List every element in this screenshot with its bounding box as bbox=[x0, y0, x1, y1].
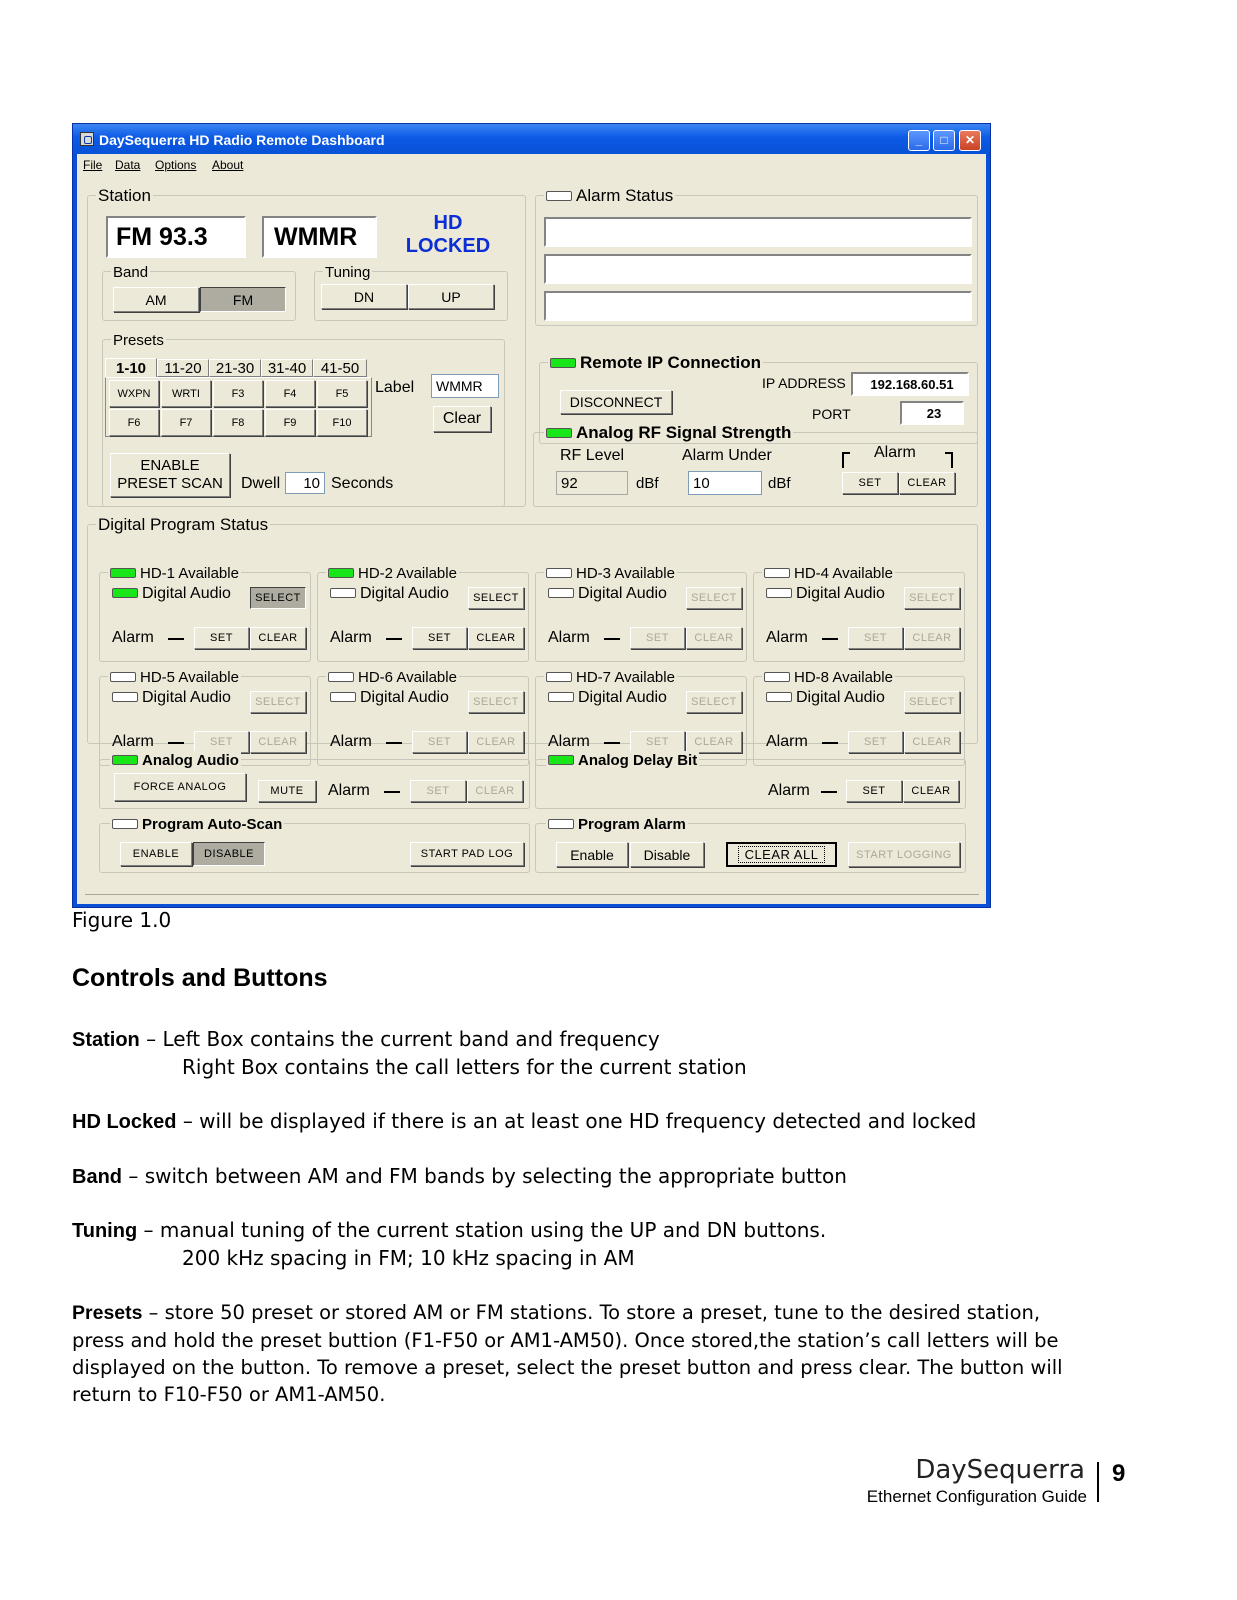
analog-audio-led bbox=[112, 755, 138, 765]
start-logging-button[interactable]: START LOGGING bbox=[848, 842, 960, 867]
hd-locked-term: HD Locked bbox=[72, 1111, 177, 1133]
preset-label-input[interactable]: WMMR bbox=[431, 374, 499, 398]
hd-program-cell bbox=[535, 565, 747, 662]
hd-alarm-clear-button[interactable]: CLEAR bbox=[686, 731, 742, 753]
digital-audio-led bbox=[112, 588, 138, 598]
alarm-under-input[interactable]: 10 bbox=[688, 471, 762, 495]
footer-brand: DaySequerra bbox=[915, 1455, 1085, 1485]
tab-41-50[interactable]: 41-50 bbox=[313, 359, 367, 377]
analog-delay-alarm-label: Alarm bbox=[768, 782, 810, 799]
auto-scan-enable-button[interactable]: ENABLE bbox=[120, 842, 192, 866]
ip-address-input[interactable]: 192.168.60.51 bbox=[851, 372, 969, 396]
presets-term: Presets bbox=[72, 1302, 143, 1324]
section-heading: Controls and Buttons bbox=[72, 964, 328, 992]
enable-preset-scan-line1: ENABLE bbox=[140, 457, 200, 474]
alarm-under-unit: dBf bbox=[768, 475, 791, 492]
hd-alarm-clear-button[interactable]: CLEAR bbox=[686, 627, 742, 649]
start-pad-log-button[interactable]: START PAD LOG bbox=[410, 842, 524, 866]
auto-scan-disable-button[interactable]: DISABLE bbox=[193, 842, 265, 866]
presets-description: Presets – store 50 preset or stored AM or FM stations. To store a preset, tune to the desired station, press and hold the preset buttion (F1-F50 or AM1-AM50). Once stored,the station’s call letters will be displayed on the button. To remove a preset, select the preset button and press clear. The button will return to F10-F50 or AM1-AM50. bbox=[72, 1301, 1063, 1406]
program-alarm-led bbox=[548, 819, 574, 829]
hd-alarm-label: Alarm bbox=[330, 629, 372, 646]
tune-up-button[interactable]: UP bbox=[408, 284, 494, 309]
hd-select-button[interactable]: SELECT bbox=[904, 691, 960, 713]
menu-data[interactable]: Data bbox=[115, 158, 141, 172]
frequency-display: FM 93.3 bbox=[106, 216, 246, 258]
hd-alarm-set-button[interactable]: SET bbox=[630, 627, 685, 649]
clear-all-button[interactable]: CLEAR ALL bbox=[726, 842, 837, 867]
locked-label: LOCKED bbox=[405, 235, 491, 257]
analog-delay-set-button[interactable]: SET bbox=[846, 780, 902, 802]
hd-select-button[interactable]: SELECT bbox=[250, 587, 306, 609]
app-icon bbox=[80, 132, 94, 146]
station-description: Station – Left Box contains the current band and frequency Right Box contains the call letters for the current station bbox=[72, 1027, 747, 1079]
hd-alarm-dash bbox=[822, 742, 838, 744]
hd-alarm-dash bbox=[604, 742, 620, 744]
minimize-icon[interactable]: _ bbox=[908, 130, 930, 151]
remote-ip-label: Remote IP Connection bbox=[548, 353, 763, 372]
hd-alarm-set-button[interactable]: SET bbox=[194, 627, 249, 649]
figure-caption: Figure 1.0 bbox=[72, 908, 172, 932]
analog-audio-label: Analog Audio bbox=[110, 751, 241, 770]
hd-available-label: HD-3 Available bbox=[544, 564, 677, 583]
hd-available-label: HD-1 Available bbox=[108, 564, 241, 583]
hd-program-cell bbox=[753, 669, 965, 766]
program-alarm-group bbox=[535, 816, 966, 873]
dwell-label: Dwell bbox=[241, 475, 281, 492]
hd-select-button[interactable]: SELECT bbox=[468, 691, 524, 713]
tab-31-40[interactable]: 31-40 bbox=[261, 359, 313, 377]
hd-alarm-label: Alarm bbox=[330, 733, 372, 750]
band-label: Band bbox=[113, 264, 149, 281]
hd-available-led bbox=[110, 568, 136, 578]
hd-alarm-dash bbox=[386, 638, 402, 640]
digital-audio-label: Digital Audio bbox=[112, 689, 231, 707]
hd-select-button[interactable]: SELECT bbox=[686, 587, 742, 609]
port-label: PORT bbox=[812, 406, 851, 422]
digital-audio-label: Digital Audio bbox=[548, 585, 667, 603]
tuning-label: Tuning bbox=[325, 264, 371, 281]
window-title: DaySequerra HD Radio Remote Dashboard bbox=[99, 132, 385, 148]
dashboard-window bbox=[72, 123, 991, 908]
hd-alarm-label: Alarm bbox=[766, 629, 808, 646]
analog-delay-group bbox=[535, 752, 966, 809]
close-icon[interactable]: ✕ bbox=[959, 130, 981, 151]
preset-button-4[interactable]: F4 bbox=[265, 380, 315, 407]
rf-level-label: RF Level bbox=[560, 447, 625, 464]
digital-audio-led bbox=[548, 692, 574, 702]
digital-audio-led bbox=[330, 588, 356, 598]
analog-delay-led bbox=[548, 755, 574, 765]
hd-alarm-clear-button[interactable]: CLEAR bbox=[468, 731, 524, 753]
am-button[interactable]: AM bbox=[113, 287, 199, 312]
auto-scan-group bbox=[99, 816, 530, 873]
hd-alarm-clear-button[interactable]: CLEAR bbox=[904, 731, 960, 753]
port-input[interactable]: 23 bbox=[900, 401, 964, 425]
hd-label: HD bbox=[433, 212, 463, 234]
ip-address-label: IP ADDRESS bbox=[762, 375, 846, 391]
tuning-term: Tuning bbox=[72, 1220, 138, 1242]
hd-alarm-clear-button[interactable]: CLEAR bbox=[904, 627, 960, 649]
hd-alarm-set-button[interactable]: SET bbox=[194, 731, 249, 753]
auto-scan-label: Program Auto-Scan bbox=[110, 815, 284, 834]
hd-alarm-set-button[interactable]: SET bbox=[848, 627, 903, 649]
hd-available-led bbox=[328, 672, 354, 682]
status-divider bbox=[85, 894, 979, 897]
footer-page-number: 9 bbox=[1112, 1460, 1126, 1487]
hd-available-label: HD-8 Available bbox=[762, 668, 895, 687]
dwell-input[interactable]: 10 bbox=[285, 472, 325, 494]
hd-available-label: HD-4 Available bbox=[762, 564, 895, 583]
analog-audio-clear-button[interactable]: CLEAR bbox=[467, 780, 523, 802]
analog-audio-set-button[interactable]: SET bbox=[410, 780, 466, 802]
hd-available-led bbox=[764, 672, 790, 682]
hd-program-cell bbox=[317, 565, 529, 662]
hd-alarm-set-button[interactable]: SET bbox=[848, 731, 903, 753]
digital-audio-label: Digital Audio bbox=[766, 585, 885, 603]
maximize-icon[interactable]: □ bbox=[933, 130, 955, 151]
hd-available-led bbox=[328, 568, 354, 578]
hd-alarm-label: Alarm bbox=[112, 733, 154, 750]
preset-button-5[interactable]: F5 bbox=[317, 380, 367, 407]
analog-audio-alarm-dash bbox=[384, 791, 400, 793]
rf-alarm-label: Alarm bbox=[874, 444, 916, 461]
fm-button[interactable]: FM bbox=[200, 287, 286, 312]
program-alarm-enable-button[interactable]: Enable bbox=[556, 842, 628, 867]
footer-divider bbox=[1097, 1462, 1099, 1502]
hd-program-cell bbox=[753, 565, 965, 662]
hd-available-label: HD-2 Available bbox=[326, 564, 459, 583]
seconds-label: Seconds bbox=[331, 475, 394, 492]
tab-11-20[interactable]: 11-20 bbox=[157, 359, 209, 377]
force-analog-button[interactable]: FORCE ANALOG bbox=[114, 773, 246, 801]
analog-audio-group bbox=[99, 752, 530, 809]
menu-file[interactable]: File bbox=[83, 158, 103, 172]
alarm-status-label: Alarm Status bbox=[544, 186, 675, 205]
preset-label-caption: Label bbox=[375, 379, 415, 396]
hd-alarm-set-button[interactable]: SET bbox=[412, 731, 467, 753]
tab-21-30[interactable]: 21-30 bbox=[209, 359, 261, 377]
preset-clear-button[interactable]: Clear bbox=[433, 406, 491, 432]
preset-button-10[interactable]: F10 bbox=[317, 409, 367, 436]
hd-alarm-dash bbox=[386, 742, 402, 744]
digital-audio-label: Digital Audio bbox=[766, 689, 885, 707]
preset-button-9[interactable]: F9 bbox=[265, 409, 315, 436]
hd-locked-description: HD Locked – will be displayed if there is an at least one HD frequency detected and locked bbox=[72, 1109, 977, 1133]
hd-alarm-label: Alarm bbox=[766, 733, 808, 750]
hd-alarm-dash bbox=[168, 742, 184, 744]
station-group-label: Station bbox=[98, 186, 151, 205]
rf-alarm-set-button[interactable]: SET bbox=[842, 472, 898, 494]
hd-available-led bbox=[546, 568, 572, 578]
hd-available-label: HD-6 Available bbox=[326, 668, 459, 687]
preset-button-6[interactable]: F6 bbox=[109, 409, 159, 436]
preset-button-1[interactable]: WXPN bbox=[109, 380, 159, 407]
band-description: Band – switch between AM and FM bands by selecting the appropriate button bbox=[72, 1164, 847, 1188]
digital-audio-label: Digital Audio bbox=[112, 585, 231, 603]
digital-audio-label: Digital Audio bbox=[330, 689, 449, 707]
hd-alarm-dash bbox=[604, 638, 620, 640]
rf-level-field: 92 bbox=[556, 471, 628, 495]
band-term: Band bbox=[72, 1166, 122, 1188]
preset-button-7[interactable]: F7 bbox=[161, 409, 211, 436]
tuning-description: Tuning – manual tuning of the current station using the UP and DN buttons. 200 kHz spacing in FM; 10 kHz spacing in AM bbox=[72, 1218, 827, 1270]
hd-available-led bbox=[546, 672, 572, 682]
analog-delay-label: Analog Delay Bit bbox=[546, 751, 699, 770]
hd-select-button[interactable]: SELECT bbox=[686, 691, 742, 713]
station-term: Station bbox=[72, 1029, 140, 1051]
menu-about[interactable]: About bbox=[212, 158, 244, 172]
presets-label: Presets bbox=[113, 332, 164, 349]
hd-alarm-clear-button[interactable]: CLEAR bbox=[468, 627, 524, 649]
hd-program-cell bbox=[99, 565, 311, 662]
preset-button-8[interactable]: F8 bbox=[213, 409, 263, 436]
menu-options[interactable]: Options bbox=[155, 158, 197, 172]
mute-button[interactable]: MUTE bbox=[258, 780, 316, 802]
hd-available-label: HD-7 Available bbox=[544, 668, 677, 687]
rf-level-unit: dBf bbox=[636, 475, 659, 492]
digital-audio-label: Digital Audio bbox=[330, 585, 449, 603]
window-client bbox=[77, 154, 986, 904]
hd-alarm-dash bbox=[822, 638, 838, 640]
digital-audio-led bbox=[766, 692, 792, 702]
preset-button-3[interactable]: F3 bbox=[213, 380, 263, 407]
hd-select-button[interactable]: SELECT bbox=[250, 691, 306, 713]
analog-delay-alarm-dash bbox=[821, 791, 837, 793]
hd-select-button[interactable]: SELECT bbox=[468, 587, 524, 609]
hd-available-led bbox=[764, 568, 790, 578]
footer-guide: Ethernet Configuration Guide bbox=[866, 1487, 1087, 1506]
enable-preset-scan-line2: PRESET SCAN bbox=[117, 475, 223, 492]
program-alarm-disable-button[interactable]: Disable bbox=[630, 842, 704, 867]
analog-audio-alarm-label: Alarm bbox=[328, 782, 370, 799]
digital-audio-led bbox=[766, 588, 792, 598]
call-letters-display: WMMR bbox=[262, 216, 377, 258]
digital-audio-led bbox=[548, 588, 574, 598]
tune-down-button[interactable]: DN bbox=[321, 284, 407, 309]
hd-select-button[interactable]: SELECT bbox=[904, 587, 960, 609]
hd-alarm-dash bbox=[168, 638, 184, 640]
hd-alarm-set-button[interactable]: SET bbox=[630, 731, 685, 753]
rf-signal-label: Analog RF Signal Strength bbox=[544, 423, 793, 442]
title-bar[interactable] bbox=[73, 124, 990, 154]
disconnect-button[interactable]: DISCONNECT bbox=[560, 390, 672, 414]
hd-alarm-set-button[interactable]: SET bbox=[412, 627, 467, 649]
auto-scan-led bbox=[112, 819, 138, 829]
digital-audio-led bbox=[330, 692, 356, 702]
preset-button-2[interactable]: WRTI bbox=[161, 380, 211, 407]
digital-program-status-label: Digital Program Status bbox=[98, 515, 269, 534]
hd-alarm-label: Alarm bbox=[548, 733, 590, 750]
alarm-under-label: Alarm Under bbox=[682, 447, 772, 464]
hd-available-label: HD-5 Available bbox=[108, 668, 241, 687]
hd-alarm-label: Alarm bbox=[112, 629, 154, 646]
digital-audio-led bbox=[112, 692, 138, 702]
hd-alarm-clear-button[interactable]: CLEAR bbox=[250, 731, 306, 753]
analog-delay-clear-button[interactable]: CLEAR bbox=[903, 780, 959, 802]
hd-program-cell bbox=[317, 669, 529, 766]
digital-audio-label: Digital Audio bbox=[548, 689, 667, 707]
hd-available-led bbox=[110, 672, 136, 682]
rf-alarm-clear-button[interactable]: CLEAR bbox=[899, 472, 955, 494]
hd-alarm-label: Alarm bbox=[548, 629, 590, 646]
tab-1-10[interactable]: 1-10 bbox=[105, 358, 157, 378]
hd-alarm-clear-button[interactable]: CLEAR bbox=[250, 627, 306, 649]
program-alarm-label: Program Alarm bbox=[546, 815, 688, 834]
